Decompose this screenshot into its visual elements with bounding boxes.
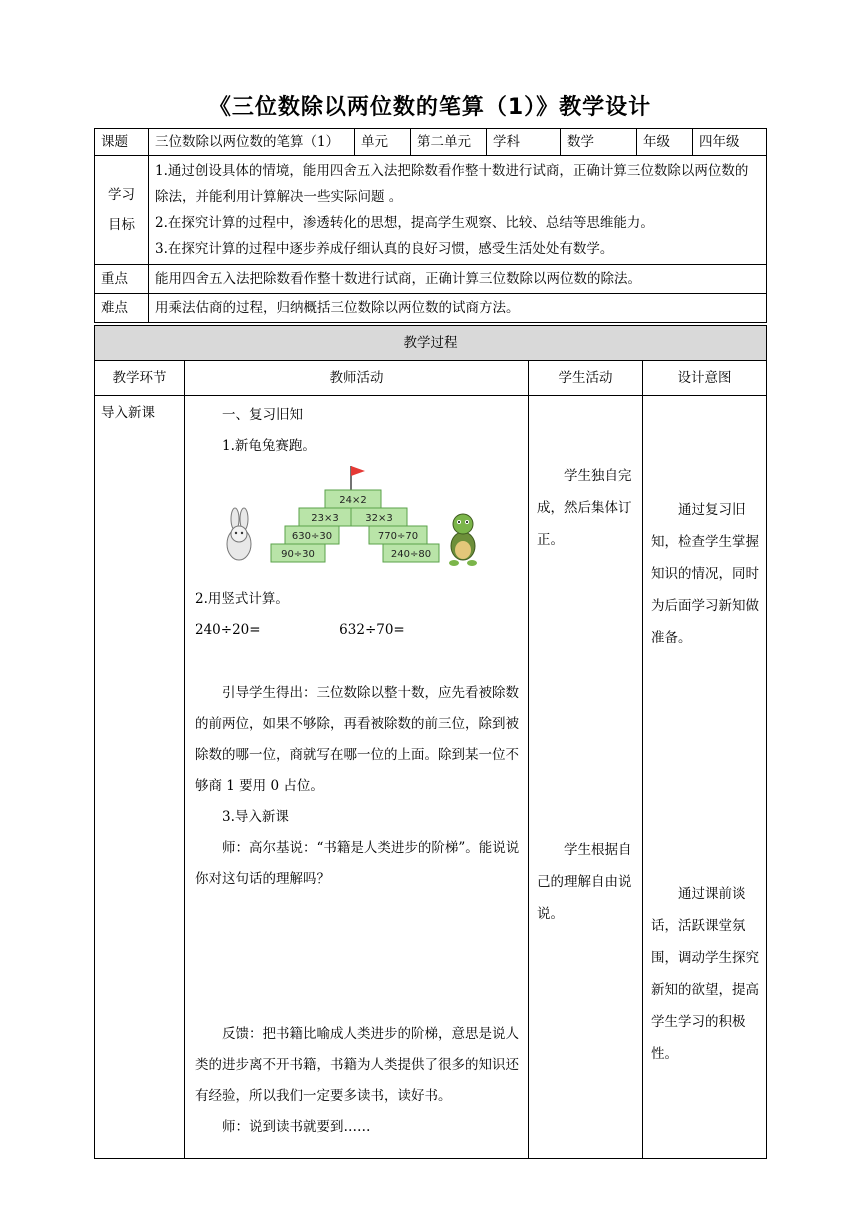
closing-text: 师：说到读书就要到…… [222, 1119, 371, 1135]
block-r4-label: 240÷80 [390, 549, 432, 560]
goals-row [95, 156, 767, 265]
key-point-row [95, 265, 767, 294]
unit-value: 第二单元 [411, 129, 487, 156]
item-intro: 3.导入新课 [222, 809, 289, 825]
info-table [94, 128, 767, 323]
design-intent-2: 通过课前谈话，活跃课堂氛围，调动学生探究新知的欲望，提高学生学习的积极性。 [651, 886, 759, 1062]
calc-1: 240÷20= [195, 622, 261, 638]
flag-icon [351, 466, 365, 490]
block-l3-label: 630÷30 [291, 531, 333, 542]
rabbit-icon [227, 508, 251, 560]
process-header-row [95, 326, 767, 361]
subject-value: 数学 [561, 129, 637, 156]
block-r3-label: 770÷70 [377, 531, 419, 542]
calc-line [195, 615, 520, 646]
col-teacher: 教师活动 [185, 361, 529, 396]
key-point-label: 重点 [95, 265, 149, 294]
block-r2-label: 32×3 [365, 513, 393, 524]
difficulty-row [95, 294, 767, 323]
process-header: 教学过程 [95, 326, 767, 361]
quote-text: 师：高尔基说：“书籍是人类进步的阶梯”。能说说你对这句话的理解吗？ [195, 840, 520, 887]
teacher-activity [185, 396, 529, 1159]
race-pyramid-figure [223, 464, 493, 574]
grade-label: 年级 [637, 129, 693, 156]
goals-label-line1: 学习 [108, 187, 135, 203]
document-title: 《三位数除以两位数的笔算（1）》教学设计 [208, 95, 652, 120]
col-intent: 设计意图 [643, 361, 767, 396]
block-l2-label: 23×3 [311, 513, 339, 524]
block-top-label: 24×2 [339, 495, 367, 506]
design-intent-1: 通过复习旧知，检查学生掌握知识的情况，同时为后面学习新知做准备。 [651, 502, 759, 646]
block-l4-label: 90÷30 [281, 549, 315, 560]
process-table [94, 325, 767, 1159]
student-activity [529, 396, 643, 1159]
column-header-row [95, 361, 767, 396]
student-activity-2: 学生根据自己的理解自由说说。 [537, 842, 632, 922]
difficulty-text: 用乘法估商的过程，归纳概括三位数除以两位数的试商方法。 [149, 294, 767, 323]
goal-item-3: 3.在探究计算的过程中逐步养成仔细认真的良好习惯，感受生活处处有数学。 [155, 241, 614, 257]
info-row [95, 129, 767, 156]
goals-label-line2: 目标 [108, 217, 135, 233]
goals-label [95, 156, 149, 265]
goal-item-1: 1.通过创设具体的情境，能用四舍五入法把除数看作整十数进行试商，正确计算三位数除以两位数的除法，并能利用计算解决一些实际问题 。 [155, 163, 749, 205]
key-point-text: 能用四舍五入法把除数看作整十数进行试商，正确计算三位数除以两位数的除法。 [149, 265, 767, 294]
goal-item-2: 2.在探究计算的过程中，渗透转化的思想，提高学生观察、比较、总结等思维能力。 [155, 215, 654, 231]
col-stage: 教学环节 [95, 361, 185, 396]
grade-value: 四年级 [693, 129, 767, 156]
goals-text [149, 156, 767, 265]
feedback-text: 反馈：把书籍比喻成人类进步的阶梯，意思是说人类的进步离不开书籍，书籍为人类提供了很多的知识还有经验，所以我们一定要多读书，读好书。 [195, 1026, 519, 1104]
item-race: 1.新龟兔赛跑。 [222, 438, 316, 454]
design-intent [643, 396, 767, 1159]
item-vertical-calc: 2.用竖式计算。 [195, 591, 289, 607]
section-review: 一、复习旧知 [222, 407, 303, 423]
unit-label: 单元 [355, 129, 411, 156]
calc-2: 632÷70= [339, 622, 405, 638]
topic-label: 课题 [95, 129, 149, 156]
subject-label: 学科 [487, 129, 561, 156]
col-student: 学生活动 [529, 361, 643, 396]
intro-row [95, 396, 767, 1159]
turtle-icon [449, 514, 477, 566]
topic-value: 三位数除以两位数的笔算（1） [149, 129, 355, 156]
difficulty-label: 难点 [95, 294, 149, 323]
student-activity-1: 学生独自完成，然后集体订正。 [537, 468, 632, 548]
guide-text: 引导学生得出：三位数除以整十数，应先看被除数的前两位，如果不够除，再看被除数的前三位，除到被除数的哪一位，商就写在哪一位的上面。除到某一位不够商 1 要用 0 占位。 [195, 685, 519, 794]
stage-cell: 导入新课 [95, 396, 185, 1159]
